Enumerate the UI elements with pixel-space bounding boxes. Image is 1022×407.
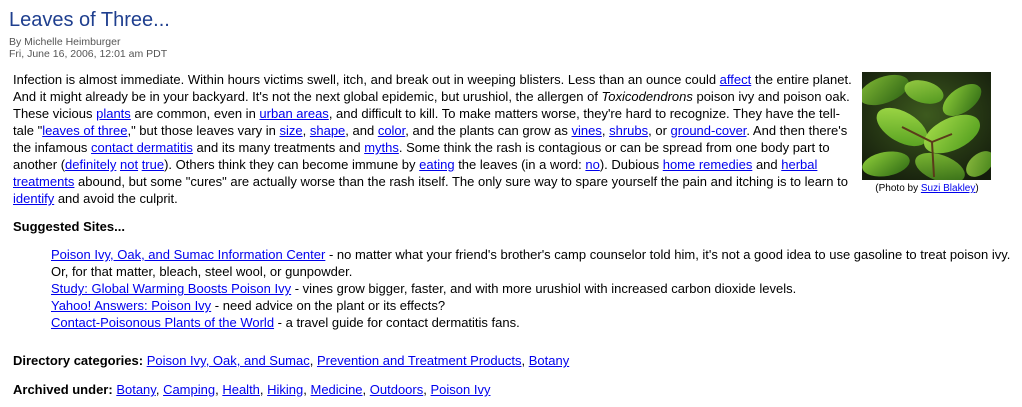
caption-prefix: (Photo by xyxy=(875,183,921,194)
suggested-site-description: - a travel guide for contact dermatitis fans. xyxy=(274,315,520,330)
separator: , xyxy=(303,382,311,397)
directory-category-link[interactable]: Poison Ivy, Oak, and Sumac xyxy=(146,353,310,368)
article-body xyxy=(13,71,853,207)
body-link[interactable]: shape xyxy=(309,123,346,138)
body-text-run: are common, even in xyxy=(130,106,260,121)
body-link[interactable]: true xyxy=(141,157,165,172)
body-link[interactable]: definitely xyxy=(65,157,117,172)
suggested-sites-heading: Suggested Sites... xyxy=(13,219,125,234)
suggested-site-link[interactable]: Yahoo! Answers: Poison Ivy xyxy=(51,298,212,313)
suggested-site-item xyxy=(51,297,1011,314)
archive-tag-link[interactable]: Camping xyxy=(163,382,216,397)
suggested-site-item xyxy=(51,246,1011,280)
body-link[interactable]: ground-cover xyxy=(670,123,747,138)
body-link[interactable]: plants xyxy=(96,106,131,121)
archive-tag-link[interactable]: Poison Ivy xyxy=(430,382,491,397)
body-link[interactable]: color xyxy=(377,123,406,138)
body-paragraph xyxy=(13,71,853,207)
caption-suffix: ) xyxy=(975,183,979,194)
suggested-site-link[interactable]: Study: Global Warming Boosts Poison Ivy xyxy=(51,281,292,296)
photo-credit-link[interactable]: Suzi Blakley xyxy=(920,183,976,194)
suggested-site-description: - need advice on the plant or its effects? xyxy=(211,298,446,313)
body-text-run: and avoid the culprit. xyxy=(54,191,178,206)
archive-tag-link[interactable]: Health xyxy=(222,382,260,397)
body-text-run: and xyxy=(752,157,782,172)
separator: , xyxy=(362,382,370,397)
poison-ivy-photo xyxy=(862,72,991,180)
photo-caption xyxy=(862,183,992,195)
body-link[interactable]: no xyxy=(585,157,600,172)
separator: , xyxy=(309,353,317,368)
body-link[interactable]: shrubs xyxy=(609,123,649,138)
directory-label: Directory categories: xyxy=(13,353,144,368)
body-text-run: , and the plants can grow as xyxy=(405,123,572,138)
body-link[interactable]: size xyxy=(279,123,303,138)
body-link[interactable]: eating xyxy=(419,157,455,172)
body-text-run: , or xyxy=(648,123,671,138)
separator: , xyxy=(259,382,268,397)
body-text-run: , xyxy=(302,123,310,138)
archive-tag-link[interactable]: Hiking xyxy=(267,382,304,397)
body-link[interactable]: not xyxy=(119,157,139,172)
separator: , xyxy=(155,382,164,397)
article-title: Leaves of Three... xyxy=(9,9,170,31)
body-text-run: . And then there's the infamous xyxy=(13,123,848,155)
body-link[interactable]: myths xyxy=(364,140,399,155)
archive-tag-link[interactable]: Medicine xyxy=(310,382,363,397)
body-text-run: poison ivy and poison oak. These vicious xyxy=(13,89,850,121)
body-link[interactable]: identify xyxy=(13,191,55,206)
body-link[interactable]: herbal treatments xyxy=(13,157,818,189)
separator: , xyxy=(215,382,223,397)
body-text-run: , and difficult to kill. To make matters worse, they're hard to recognize. They have the tell-tale " xyxy=(13,106,840,138)
archived-label: Archived under: xyxy=(13,382,113,397)
archive-tag-link[interactable]: Botany xyxy=(116,382,156,397)
poison-ivy-leaves-image xyxy=(862,72,991,180)
suggested-site-item xyxy=(51,314,1011,331)
publish-date: Fri, June 16, 2006, 12:01 am PDT xyxy=(9,48,168,60)
body-link[interactable]: urban areas xyxy=(259,106,329,121)
suggested-site-link[interactable]: Contact-Poisonous Plants of the World xyxy=(51,315,275,330)
separator: , xyxy=(423,382,431,397)
body-text-run: ). Others think they can become immune by xyxy=(164,157,420,172)
directory-categories xyxy=(13,352,569,369)
separator: , xyxy=(521,353,529,368)
body-text-run: ," but those leaves vary in xyxy=(127,123,280,138)
suggested-site-item xyxy=(51,280,1011,297)
body-link[interactable]: affect xyxy=(719,72,752,87)
suggested-site-description: - vines grow bigger, faster, and with more urushiol with increased carbon dioxide levels. xyxy=(291,281,797,296)
body-text-run: and its many treatments and xyxy=(192,140,365,155)
body-text-run: ). Dubious xyxy=(599,157,663,172)
author: By Michelle Heimburger xyxy=(9,36,121,48)
body-link[interactable]: leaves of three xyxy=(42,123,128,138)
archived-under xyxy=(13,381,490,398)
body-text-run: , and xyxy=(345,123,378,138)
photo xyxy=(862,72,992,195)
suggested-site-description: - no matter what your friend's brother's camp counselor told him, it's not a good idea to use gasoline to treat poison ivy. Or, for that matter, bleach, steel wool, or gunpowder. xyxy=(51,247,1011,279)
suggested-site-link[interactable]: Poison Ivy, Oak, and Sumac Information Center xyxy=(51,247,326,262)
directory-category-link[interactable]: Prevention and Treatment Products xyxy=(316,353,522,368)
body-link[interactable]: home remedies xyxy=(662,157,753,172)
body-text-run: Infection is almost immediate. Within hours victims swell, itch, and break out in weeping blisters. Less than an ounce could xyxy=(13,72,720,87)
body-link[interactable]: contact dermatitis xyxy=(91,140,193,155)
archive-tag-link[interactable]: Outdoors xyxy=(369,382,424,397)
suggested-sites-list xyxy=(51,246,1011,331)
body-link[interactable]: vines xyxy=(571,123,602,138)
body-emphasis: Toxicodendrons xyxy=(601,89,693,104)
directory-category-link[interactable]: Botany xyxy=(528,353,570,368)
body-text-run: abound, but some "cures" are actually worse than the rash itself. The only sure way to spare yourself the pain and itching is to learn to xyxy=(74,174,848,189)
body-text-run: . Some think the rash is contagious or can be spread from one body part to another ( xyxy=(13,140,830,172)
body-text-run: the entire planet. And it might already be in your backyard. It's not the next global epidemic, but urushiol, the allergen of xyxy=(13,72,852,104)
byline xyxy=(9,36,167,60)
body-text-run: , xyxy=(601,123,610,138)
body-text-run: the leaves (in a word: xyxy=(454,157,586,172)
